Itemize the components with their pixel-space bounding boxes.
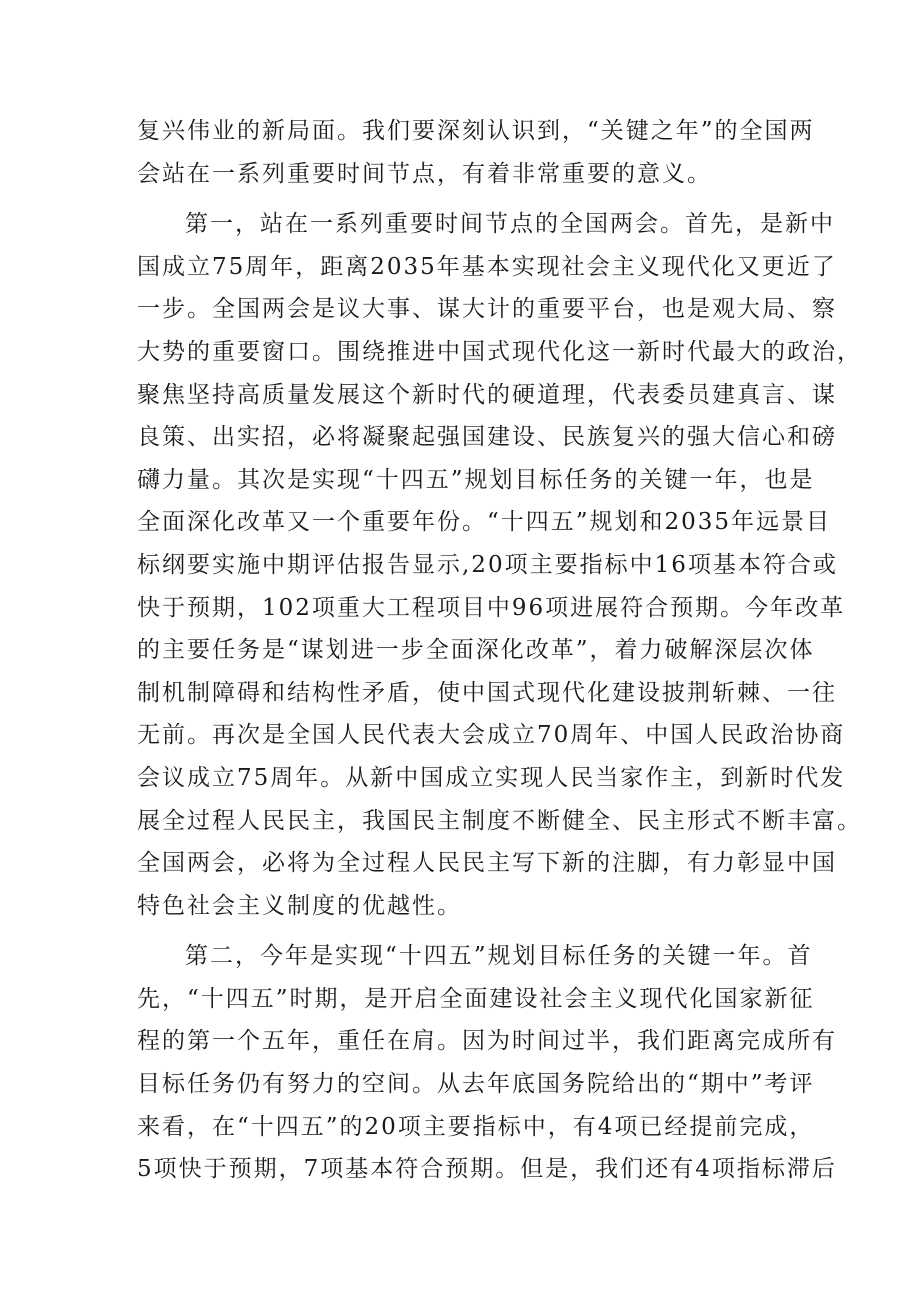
- text-line: 标纲要实施中期评估报告显示,20项主要指标中16项基本符合或: [137, 551, 838, 578]
- text-line: 5项快于预期，7项基本符合预期。但是，我们还有4项指标滞后: [137, 1156, 837, 1183]
- text-line: 来看，在“十四五”的20项主要指标中，有4项已经提前完成，: [137, 1113, 815, 1140]
- text-line: 特色社会主义制度的优越性。: [137, 892, 462, 919]
- document-page: [137, 110, 862, 1191]
- text-line: 制机制障碍和结构性矛盾，使中国式现代化建设披荆斩棘、一往: [137, 679, 837, 706]
- text-line: 良策、出实招，必将凝聚起强国建设、民族复兴的强大信心和磅: [137, 424, 837, 451]
- paragraph-1: [137, 110, 815, 195]
- text-line: 会站在一系列重要时间节点，有着非常重要的意义。: [137, 160, 712, 187]
- text-line: 的主要任务是“谋划进一步全面深化改革”，着力破解深层次体: [137, 637, 815, 664]
- text-line: 一步。全国两会是议大事、谋大计的重要平台，也是观大局、察: [137, 296, 837, 323]
- text-line: 礴力量。其次是实现“十四五”规划目标任务的关键一年，也是: [137, 466, 815, 493]
- text-line: 程的第一个五年，重任在肩。因为时间过半，我们距离完成所有: [137, 1028, 837, 1055]
- text-line: 全国两会，必将为全过程人民民主写下新的注脚，有力彰显中国: [137, 850, 837, 877]
- text-line: 大势的重要窗口。围绕推进中国式现代化这一新时代最大的政治，: [137, 338, 862, 365]
- text-line: 第二，今年是实现“十四五”规划目标任务的关键一年。首: [185, 943, 813, 970]
- text-line: 展全过程人民民主，我国民主制度不断健全、民主形式不断丰富。: [137, 807, 862, 834]
- text-line: 聚焦坚持高质量发展这个新时代的硬道理，代表委员建真言、谋: [137, 381, 837, 408]
- text-line: 复兴伟业的新局面。我们要深刻认识到，“关键之年”的全国两: [137, 118, 815, 144]
- text-line: 无前。再次是全国人民代表大会成立70周年、中国人民政治协商: [137, 722, 846, 749]
- text-line: 目标任务仍有努力的空间。从去年底国务院给出的“期中”考评: [137, 1071, 815, 1098]
- paragraph-2: [137, 203, 862, 927]
- text-line: 全面深化改革又一个重要年份。“十四五”规划和2035年远景目: [137, 509, 832, 536]
- text-line: 国成立75周年，距离2035年基本实现社会主义现代化又更近了: [137, 253, 837, 280]
- text-line: 第一，站在一系列重要时间节点的全国两会。首先，是新中: [185, 211, 835, 238]
- paragraph-3: [137, 935, 837, 1191]
- text-line: 先，“十四五”时期，是开启全面建设社会主义现代化国家新征: [137, 985, 815, 1012]
- text-line: 快于预期，102项重大工程项目中96项进展符合预期。今年改革: [137, 594, 846, 621]
- text-line: 会议成立75周年。从新中国成立实现人民当家作主，到新时代发: [137, 764, 846, 791]
